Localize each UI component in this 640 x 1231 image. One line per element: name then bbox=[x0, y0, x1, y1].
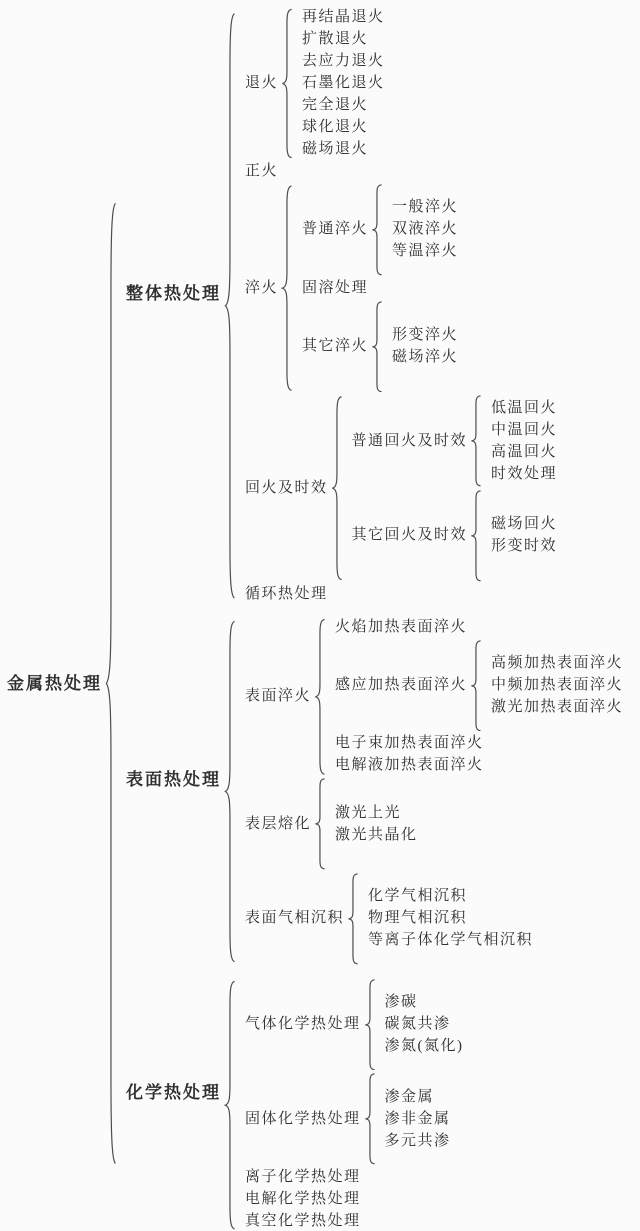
tree-node bbox=[488, 465, 560, 484]
tree-node bbox=[365, 909, 536, 928]
tree-node bbox=[332, 826, 421, 845]
tree-node bbox=[242, 1168, 467, 1187]
curly-brace-icon bbox=[470, 490, 481, 582]
tree-node-label: 电子束加热表面淬火 bbox=[335, 735, 484, 752]
tree-node-label: 多元共渗 bbox=[384, 1132, 451, 1149]
tree-node-label: 火焰加热表面淬火 bbox=[335, 618, 468, 635]
tree-node bbox=[382, 1015, 467, 1034]
tree-node-label: 中温回火 bbox=[491, 421, 558, 438]
tree-node-label: 低温回火 bbox=[491, 399, 558, 416]
tree-node bbox=[242, 979, 467, 1071]
tree-node bbox=[299, 96, 388, 115]
tree-node bbox=[242, 873, 626, 965]
curly-brace-icon bbox=[224, 618, 235, 965]
tree-node-label: 激光共晶化 bbox=[335, 826, 418, 843]
tree-node bbox=[242, 1073, 467, 1165]
tree-node-label: 渗氮(氮化) bbox=[384, 1037, 464, 1054]
curly-brace-icon bbox=[470, 395, 481, 487]
tree-node-label: 其它回火及时效 bbox=[351, 527, 468, 544]
tree-node bbox=[382, 1132, 454, 1151]
tree-node bbox=[242, 585, 560, 604]
tree-branch-children bbox=[235, 979, 467, 1231]
tree-node-label: 淬火 bbox=[245, 279, 279, 296]
tree-node bbox=[299, 52, 388, 71]
tree-node bbox=[365, 931, 536, 950]
tree-branch-children bbox=[235, 8, 560, 604]
tree-node-label: 球化退火 bbox=[302, 119, 369, 135]
tree-node bbox=[242, 1212, 467, 1231]
tree-node bbox=[488, 676, 626, 695]
tree-node-label: 渗金属 bbox=[384, 1088, 435, 1105]
tree-node bbox=[123, 8, 626, 604]
tree-node-label: 退火 bbox=[245, 75, 279, 91]
tree-branch-children bbox=[382, 326, 461, 367]
tree-node-label: 完全退火 bbox=[302, 97, 369, 113]
tree-node bbox=[488, 421, 560, 440]
tree-node bbox=[365, 887, 536, 906]
tree-branch-children bbox=[116, 8, 626, 1231]
tree-node-label: 固溶处理 bbox=[302, 279, 369, 296]
tree-node bbox=[488, 443, 560, 462]
tree-node bbox=[242, 8, 560, 159]
tree-node bbox=[389, 348, 461, 367]
tree-node-label: 等离子体化学气相沉积 bbox=[368, 932, 534, 949]
tree-node bbox=[488, 515, 560, 534]
tree-branch-children bbox=[325, 618, 626, 776]
tree-node-label: 再结晶退火 bbox=[302, 9, 385, 25]
curly-brace-icon bbox=[371, 184, 382, 276]
tree-node-label: 其它淬火 bbox=[302, 337, 369, 354]
tree-node-label: 普通回火及时效 bbox=[351, 432, 468, 449]
tree-node bbox=[332, 734, 626, 753]
tree-branch-children bbox=[481, 654, 626, 717]
tree-node bbox=[123, 618, 626, 965]
tree-node-label: 去应力退火 bbox=[302, 53, 385, 69]
tree-node-label: 化学气相沉积 bbox=[368, 888, 468, 905]
curly-brace-icon bbox=[371, 301, 382, 393]
tree-branch-children bbox=[292, 8, 388, 159]
tree-node-label: 表面气相沉积 bbox=[245, 910, 345, 927]
tree-node-label: 磁场淬火 bbox=[392, 348, 459, 365]
tree-branch-children bbox=[235, 618, 626, 965]
tree-node bbox=[382, 1110, 454, 1129]
tree-node-label: 电解液加热表面淬火 bbox=[335, 757, 484, 774]
tree-node-label: 碳氮共渗 bbox=[384, 1015, 451, 1032]
tree-node bbox=[488, 654, 626, 673]
curly-brace-icon bbox=[364, 1073, 375, 1165]
tree-node bbox=[349, 395, 561, 487]
tree-node bbox=[242, 395, 560, 581]
tree-node-label: 扩散退火 bbox=[302, 31, 369, 47]
tree-branch-children bbox=[358, 887, 536, 950]
curly-brace-icon bbox=[470, 640, 481, 732]
curly-brace-icon bbox=[314, 778, 325, 870]
tree-node-label: 物理气相沉积 bbox=[368, 910, 468, 927]
tree-branch-children bbox=[342, 395, 561, 581]
tree-node-label: 固体化学热处理 bbox=[245, 1110, 361, 1127]
tree-node-label: 金属热处理 bbox=[7, 673, 102, 693]
curly-brace-icon bbox=[331, 395, 342, 581]
curly-brace-icon bbox=[364, 979, 375, 1071]
curly-brace-icon bbox=[224, 8, 235, 604]
tree-node-label: 磁场回火 bbox=[491, 516, 558, 533]
tree-node-label: 表面热处理 bbox=[126, 769, 221, 789]
tree-node bbox=[389, 198, 461, 217]
tree-node-label: 形变时效 bbox=[491, 538, 558, 555]
tree-node-label: 离子化学热处理 bbox=[245, 1168, 361, 1185]
tree-node-label: 正火 bbox=[245, 163, 279, 179]
tree-node bbox=[123, 979, 626, 1231]
tree-node bbox=[242, 778, 626, 870]
tree-node-label: 普通淬火 bbox=[302, 221, 369, 238]
tree-node bbox=[299, 74, 388, 93]
tree-node bbox=[389, 220, 461, 239]
tree-node bbox=[4, 8, 640, 1231]
curly-brace-icon bbox=[314, 618, 325, 776]
tree-node bbox=[242, 184, 560, 392]
tree-node-label: 表面淬火 bbox=[245, 687, 312, 704]
tree-node bbox=[332, 756, 626, 775]
tree-node bbox=[242, 162, 560, 181]
curly-brace-icon bbox=[105, 194, 116, 1173]
tree-node-label: 磁场退火 bbox=[302, 141, 369, 157]
tree-node-label: 激光上光 bbox=[335, 804, 402, 821]
tree-branch-children bbox=[375, 1088, 454, 1151]
tree-node-label: 循环热处理 bbox=[245, 585, 328, 602]
tree-node-label: 中频加热表面淬火 bbox=[491, 676, 624, 693]
tree-node-label: 渗非金属 bbox=[384, 1110, 451, 1127]
tree-node bbox=[382, 1088, 454, 1107]
tree-node-label: 整体热处理 bbox=[126, 284, 221, 304]
curly-brace-icon bbox=[224, 979, 235, 1231]
tree-node-label: 激光加热表面淬火 bbox=[491, 698, 624, 715]
tree-node-label: 回火及时效 bbox=[245, 479, 328, 496]
tree-node bbox=[299, 8, 388, 27]
tree-node bbox=[488, 399, 560, 418]
tree-node bbox=[389, 242, 461, 261]
tree-node bbox=[299, 301, 461, 393]
curly-brace-icon bbox=[281, 184, 292, 392]
tree-node-label: 表层熔化 bbox=[245, 815, 312, 832]
tree-node-label: 等温淬火 bbox=[392, 243, 459, 260]
tree-node-label: 石墨化退火 bbox=[302, 75, 385, 91]
tree-node-label: 电解化学热处理 bbox=[245, 1190, 361, 1207]
tree-branch-children bbox=[382, 198, 461, 261]
tree-node-label: 气体化学热处理 bbox=[245, 1015, 361, 1032]
tree-node-label: 双液淬火 bbox=[392, 221, 459, 238]
tree-node bbox=[349, 490, 561, 582]
tree-node-label: 高温回火 bbox=[491, 443, 558, 460]
tree-node-label: 一般淬火 bbox=[392, 199, 459, 216]
tree-node bbox=[299, 279, 461, 298]
tree-node bbox=[488, 698, 626, 717]
tree-branch-children bbox=[292, 184, 461, 392]
tree-branch-children bbox=[481, 515, 560, 556]
tree-branch-children bbox=[375, 993, 467, 1056]
tree-branch-children bbox=[325, 804, 421, 845]
tree-node bbox=[488, 537, 560, 556]
tree-node bbox=[382, 1037, 467, 1056]
tree-node-label: 化学热处理 bbox=[126, 1083, 221, 1103]
curly-brace-icon bbox=[347, 873, 358, 965]
tree-node bbox=[242, 618, 626, 776]
tree-node bbox=[389, 326, 461, 345]
tree-node-label: 时效处理 bbox=[491, 465, 558, 482]
tree-node bbox=[382, 993, 467, 1012]
tree-node bbox=[299, 118, 388, 137]
tree-node-label: 渗碳 bbox=[384, 993, 418, 1010]
tree-node bbox=[299, 140, 388, 159]
tree-branch-children bbox=[481, 399, 560, 484]
tree-node bbox=[332, 640, 626, 732]
tree-node bbox=[299, 30, 388, 49]
tree-node bbox=[299, 184, 461, 276]
curly-brace-icon bbox=[281, 8, 292, 159]
tree-node-label: 形变淬火 bbox=[392, 326, 459, 343]
tree-node bbox=[332, 804, 421, 823]
tree-node-label: 感应加热表面淬火 bbox=[335, 676, 468, 693]
tree-node-label: 真空化学热处理 bbox=[245, 1212, 361, 1229]
tree-node-label: 高频加热表面淬火 bbox=[491, 654, 624, 671]
tree-node bbox=[242, 1190, 467, 1209]
tree-node bbox=[332, 618, 626, 637]
